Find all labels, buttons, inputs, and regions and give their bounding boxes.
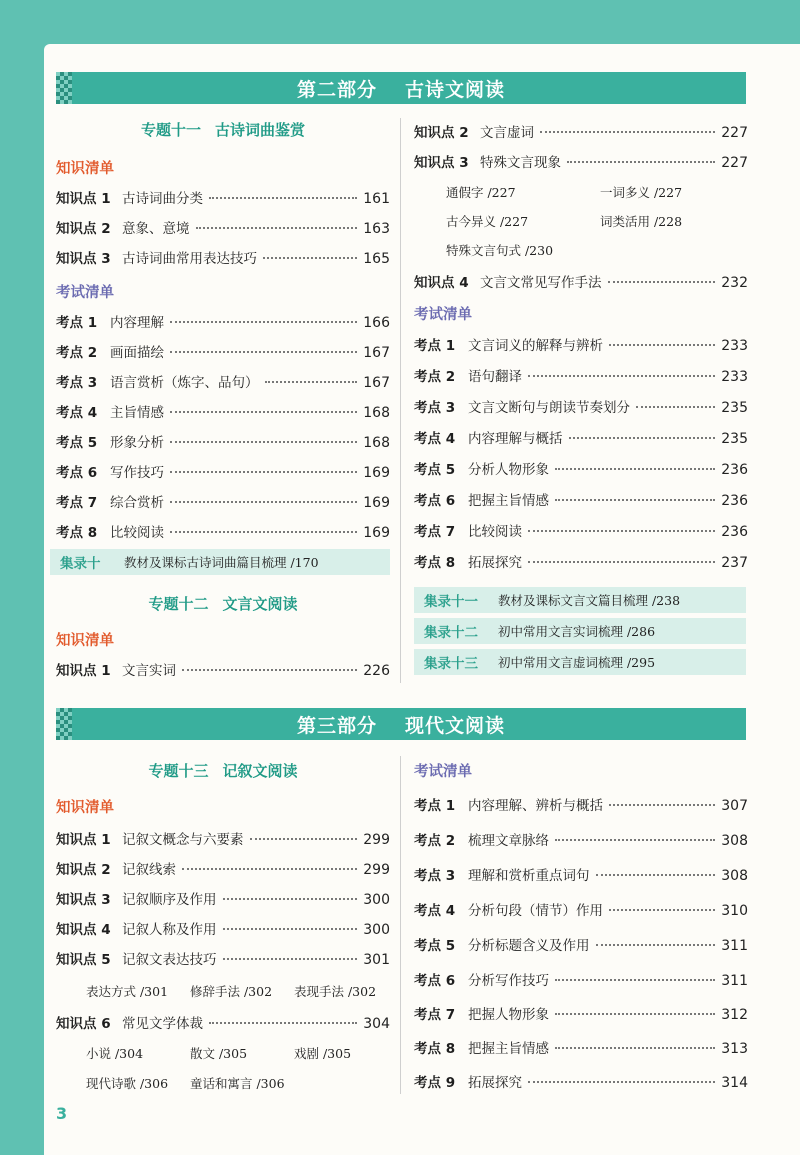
topic-12-heading: 专题十二 文言文阅读 xyxy=(148,595,298,613)
toc-entry[interactable]: 考点 7 把握人物形象 312 xyxy=(414,1007,748,1023)
toc-entry[interactable]: 考点 1 内容理解 166 xyxy=(56,315,390,331)
sub-entry[interactable]: 词类活用 /228 xyxy=(600,214,683,229)
toc-entry[interactable]: 考点 4 分析句段（情节）作用 310 xyxy=(414,903,748,919)
part2-banner-title: 古诗文阅读 xyxy=(405,78,506,101)
sub-entry[interactable]: 童话和寓言 /306 xyxy=(190,1076,285,1091)
toc-entry[interactable]: 考点 8 拓展探究 237 xyxy=(414,555,748,571)
toc-entry[interactable]: 考点 8 比较阅读 169 xyxy=(56,525,390,541)
toc-entry[interactable]: 考点 4 内容理解与概括 235 xyxy=(414,431,748,447)
part2-right-column xyxy=(414,115,748,695)
part3-banner xyxy=(56,708,746,740)
part3-right-column xyxy=(414,752,748,1097)
column-divider xyxy=(400,756,401,1094)
toc-entry[interactable]: 考点 8 把握主旨情感 313 xyxy=(414,1041,748,1057)
sub-entry[interactable]: 散文 /305 xyxy=(190,1046,248,1061)
toc-entry[interactable]: 考点 3 文言文断句与朗读节奏划分 235 xyxy=(414,400,748,416)
column-divider xyxy=(400,118,401,683)
checker-decoration xyxy=(56,72,72,104)
toc-entry[interactable]: 考点 7 综合赏析 169 xyxy=(56,495,390,511)
sub-entry[interactable]: 戏剧 /305 xyxy=(294,1046,352,1061)
appendix-entry[interactable]: 集录十三 初中常用文言虚词梳理 /295 xyxy=(414,649,746,675)
toc-entry[interactable]: 知识点 5 记叙文表达技巧 301 xyxy=(56,952,390,968)
sub-entry[interactable]: 表现手法 /302 xyxy=(294,984,377,999)
topic-11-heading: 专题十一 古诗词曲鉴赏 xyxy=(140,121,306,139)
toc-entry[interactable]: 考点 5 分析标题含义及作用 311 xyxy=(414,938,748,954)
toc-entry[interactable]: 知识点 2 文言虚词 227 xyxy=(414,125,748,141)
part3-banner-title: 现代文阅读 xyxy=(405,714,506,737)
appendix-entry[interactable]: 集录十 教材及课标古诗词曲篇目梳理 /170 xyxy=(50,549,390,575)
toc-entry[interactable]: 知识点 1 古诗词曲分类 161 xyxy=(56,191,390,207)
sub-entry[interactable]: 古今异义 /227 xyxy=(446,214,529,229)
toc-entry[interactable]: 考点 6 把握主旨情感 236 xyxy=(414,493,748,509)
sub-entry[interactable]: 修辞手法 /302 xyxy=(190,984,273,999)
part2-banner xyxy=(56,72,746,104)
toc-entry[interactable]: 考点 2 画面描绘 167 xyxy=(56,345,390,361)
sub-entry[interactable]: 现代诗歌 /306 xyxy=(86,1076,169,1091)
sub-entry[interactable]: 小说 /304 xyxy=(86,1046,144,1061)
toc-entry[interactable]: 考点 2 梳理文章脉络 308 xyxy=(414,833,748,849)
toc-entry[interactable]: 考点 3 语言赏析（炼字、品句） 167 xyxy=(56,375,390,391)
toc-entry[interactable]: 知识点 1 记叙文概念与六要素 299 xyxy=(56,832,390,848)
toc-entry[interactable]: 考点 1 文言词义的解释与辨析 233 xyxy=(414,338,748,354)
toc-entry[interactable]: 考点 6 分析写作技巧 311 xyxy=(414,973,748,989)
exam-list-heading: 考试清单 xyxy=(56,285,114,301)
toc-entry[interactable]: 考点 5 分析人物形象 236 xyxy=(414,462,748,478)
exam-list-heading: 考试清单 xyxy=(414,764,472,780)
sub-entry[interactable]: 一词多义 /227 xyxy=(600,185,683,200)
sub-entry[interactable]: 通假字 /227 xyxy=(446,185,516,200)
toc-entry[interactable]: 考点 4 主旨情感 168 xyxy=(56,405,390,421)
topic-13-heading: 专题十三 记叙文阅读 xyxy=(148,762,298,780)
toc-entry[interactable]: 考点 3 理解和赏析重点词句 308 xyxy=(414,868,748,884)
appendix-entry[interactable]: 集录十一 教材及课标文言文篇目梳理 /238 xyxy=(414,587,746,613)
toc-entry[interactable]: 知识点 6 常见文学体裁 304 xyxy=(56,1016,390,1032)
knowledge-list-heading: 知识清单 xyxy=(56,161,114,177)
toc-entry[interactable]: 考点 9 拓展探究 314 xyxy=(414,1075,748,1091)
part2-banner-label: 第二部分 xyxy=(296,78,377,101)
toc-entry[interactable]: 考点 1 内容理解、辨析与概括 307 xyxy=(414,798,748,814)
toc-entry[interactable]: 知识点 4 文言文常见写作手法 232 xyxy=(414,275,748,291)
sub-entry[interactable]: 表达方式 /301 xyxy=(86,984,169,999)
toc-entry[interactable]: 考点 2 语句翻译 233 xyxy=(414,369,748,385)
toc-entry[interactable]: 考点 5 形象分析 168 xyxy=(56,435,390,451)
exam-list-heading: 考试清单 xyxy=(414,307,472,323)
toc-entry[interactable]: 考点 7 比较阅读 236 xyxy=(414,524,748,540)
part2-left-column xyxy=(56,115,390,695)
part3-banner-label: 第三部分 xyxy=(296,714,377,737)
toc-entry[interactable]: 考点 6 写作技巧 169 xyxy=(56,465,390,481)
toc-entry[interactable]: 知识点 2 意象、意境 163 xyxy=(56,221,390,237)
appendix-entry[interactable]: 集录十二 初中常用文言实词梳理 /286 xyxy=(414,618,746,644)
toc-entry[interactable]: 知识点 4 记叙人称及作用 300 xyxy=(56,922,390,938)
toc-entry[interactable]: 知识点 3 记叙顺序及作用 300 xyxy=(56,892,390,908)
part3-left-column xyxy=(56,752,390,1097)
toc-entry[interactable]: 知识点 3 特殊文言现象 227 xyxy=(414,155,748,171)
knowledge-list-heading: 知识清单 xyxy=(56,633,114,649)
toc-entry[interactable]: 知识点 3 古诗词曲常用表达技巧 165 xyxy=(56,251,390,267)
toc-entry[interactable]: 知识点 2 记叙线索 299 xyxy=(56,862,390,878)
page-number: 3 xyxy=(56,1104,68,1123)
toc-entry[interactable]: 知识点 1 文言实词 226 xyxy=(56,663,390,679)
knowledge-list-heading: 知识清单 xyxy=(56,800,114,816)
sub-entry[interactable]: 特殊文言句式 /230 xyxy=(446,243,554,258)
checker-decoration xyxy=(56,708,72,740)
